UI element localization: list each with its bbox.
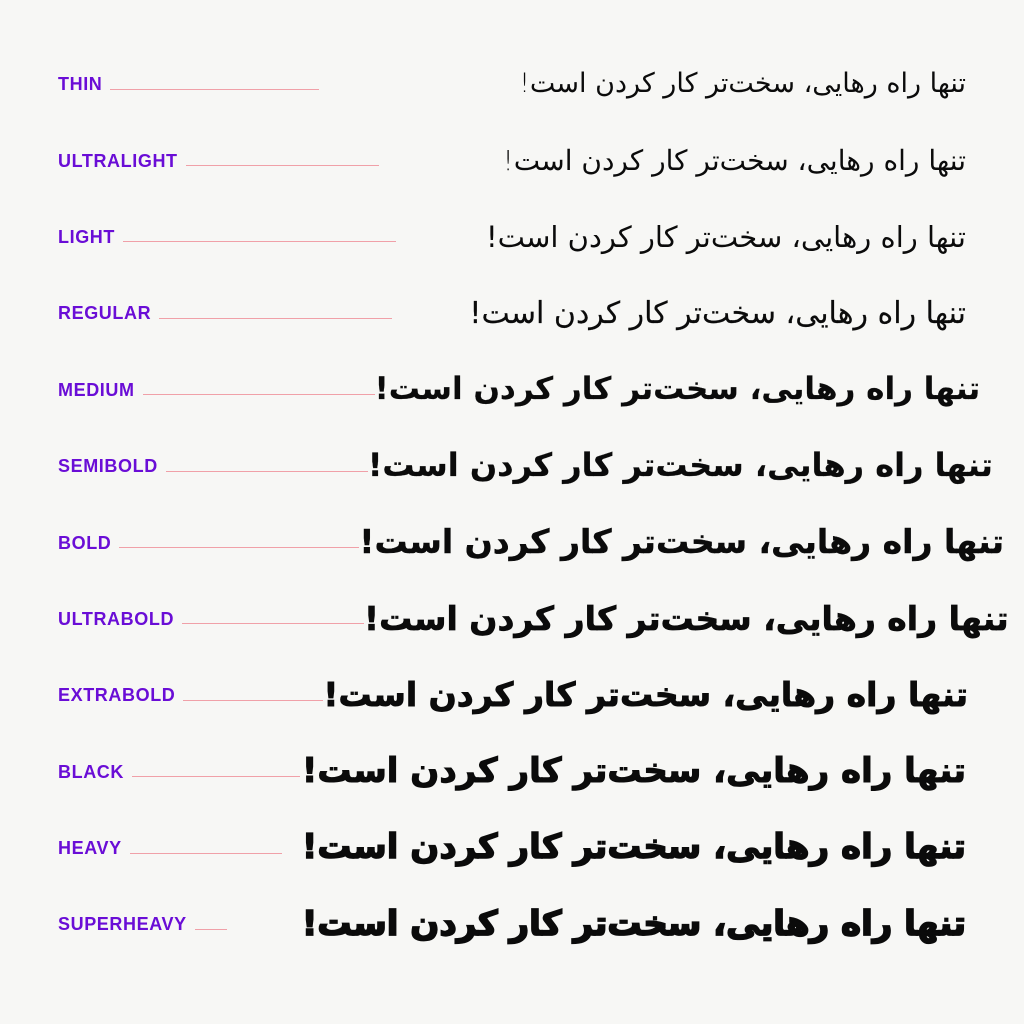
sample-text-semibold: تنها راه رهایی، سخت‌تر کار کردن است!	[367, 446, 993, 485]
specimen-row	[58, 199, 968, 275]
leader-rule	[195, 929, 227, 930]
specimen-row	[58, 122, 968, 198]
weight-name-black: BLACK	[58, 761, 124, 782]
leader-rule	[130, 853, 282, 854]
sample-text-superheavy: تنها راه رهایی، سخت‌تر کار کردن است!	[301, 903, 966, 944]
sample-text-regular: تنها راه رهایی، سخت‌تر کار کردن است!	[469, 295, 966, 331]
specimen-row	[58, 657, 968, 733]
weight-name-medium: MEDIUM	[58, 379, 135, 400]
leader-rule	[123, 241, 396, 242]
weight-name-extrabold: EXTRABOLD	[58, 685, 176, 706]
leader-rule	[182, 623, 364, 624]
specimen-row	[58, 734, 968, 810]
sample-text-ultralight: تنها راه رهایی، سخت‌تر کار کردن است!	[502, 143, 966, 177]
weight-label-group	[58, 915, 227, 933]
weight-name-ultralight: ULTRALIGHT	[58, 150, 178, 171]
weight-label-group	[58, 152, 379, 170]
weight-label-group	[58, 763, 300, 781]
specimen-row	[58, 275, 968, 351]
leader-rule	[143, 394, 375, 395]
leader-rule	[132, 776, 300, 777]
specimen-row	[58, 352, 981, 428]
weight-name-ultrabold: ULTRABOLD	[58, 608, 175, 629]
weight-name-thin: THIN	[58, 74, 103, 95]
specimen-row	[58, 886, 968, 962]
specimen-row	[58, 428, 993, 504]
weight-name-bold: BOLD	[58, 532, 112, 553]
weight-name-semibold: SEMIBOLD	[58, 456, 158, 477]
sample-text-heavy: تنها راه رهایی، سخت‌تر کار کردن است!	[301, 827, 966, 868]
sample-text-thin: تنها راه رهایی، سخت‌تر کار کردن است!	[519, 68, 966, 100]
weight-name-regular: REGULAR	[58, 303, 152, 324]
leader-rule	[183, 700, 323, 701]
weight-name-heavy: HEAVY	[58, 838, 122, 859]
specimen-row	[58, 46, 968, 122]
weight-label-group	[58, 534, 359, 552]
sample-text-light: تنها راه رهایی، سخت‌تر کار کردن است!	[485, 219, 966, 254]
specimen-row	[58, 810, 968, 886]
weight-label-group	[58, 304, 392, 322]
leader-rule	[110, 89, 319, 90]
sample-text-black: تنها راه رهایی، سخت‌تر کار کردن است!	[301, 750, 966, 791]
sample-text-ultrabold: تنها راه رهایی، سخت‌تر کار کردن است!	[364, 598, 1009, 638]
leader-rule	[159, 318, 392, 319]
sample-text-medium: تنها راه رهایی، سخت‌تر کار کردن است!	[374, 371, 981, 408]
leader-rule	[119, 547, 359, 548]
weight-label-group	[58, 610, 364, 628]
weight-label-group	[58, 228, 396, 246]
sample-text-extrabold: تنها راه رهایی، سخت‌تر کار کردن است!	[323, 675, 968, 714]
sample-text-bold: تنها راه رهایی، سخت‌تر کار کردن است!	[359, 522, 1004, 562]
leader-rule	[166, 471, 368, 472]
specimen-row	[58, 581, 1009, 657]
weight-label-group	[58, 381, 375, 399]
leader-rule	[186, 165, 379, 166]
weight-label-group	[58, 686, 323, 704]
specimen-row	[58, 504, 1004, 580]
weight-name-superheavy: SUPERHEAVY	[58, 914, 187, 935]
weight-name-light: LIGHT	[58, 226, 115, 247]
weight-label-group	[58, 839, 282, 857]
weight-label-group	[58, 457, 368, 475]
weight-label-group	[58, 75, 319, 93]
